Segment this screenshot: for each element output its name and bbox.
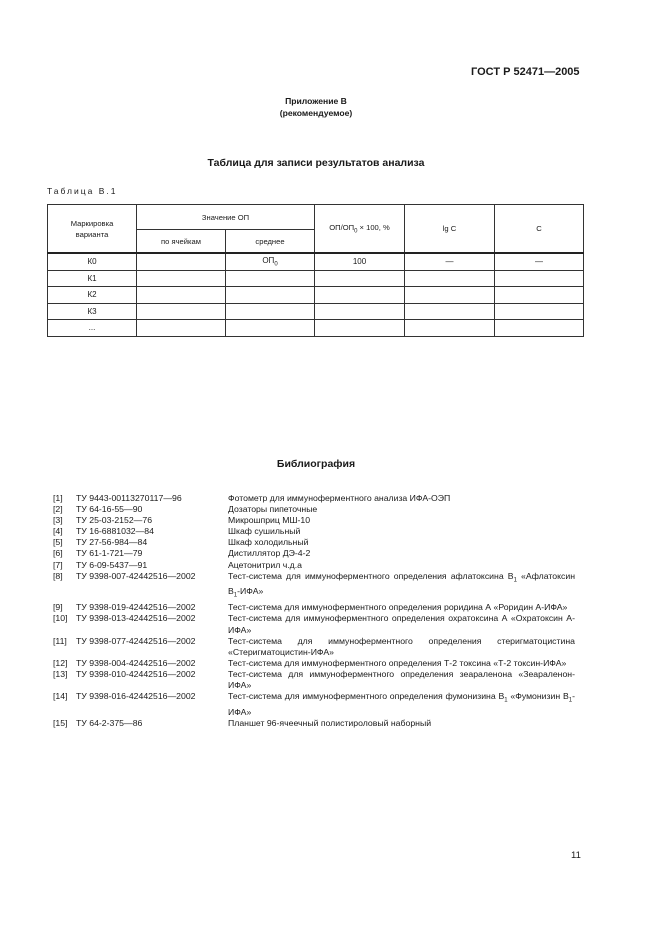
header-od-ratio-suffix: × 100, % bbox=[357, 222, 390, 232]
bibliography-code: ТУ 16-6881032—84 bbox=[76, 526, 154, 537]
cell-mark bbox=[48, 253, 137, 270]
cell-mark-text: К0 bbox=[87, 257, 97, 267]
bibliography-number: [1] bbox=[53, 493, 63, 503]
bibliography-description-part: -ИФА» bbox=[228, 691, 575, 717]
bibliography-item bbox=[53, 602, 593, 613]
cell-c bbox=[495, 253, 584, 270]
bibliography-code: ТУ 9398-077-42442516—2002 bbox=[76, 635, 196, 646]
bibliography-code: ТУ 9398-019-42442516—2002 bbox=[76, 602, 196, 613]
header-per-cells: по ячейкам bbox=[137, 230, 226, 254]
bibliography-description-part: Шкаф холодильный bbox=[228, 537, 309, 548]
cell-mean bbox=[226, 270, 315, 287]
cell-mean bbox=[226, 320, 315, 337]
cell-per-cells bbox=[137, 320, 226, 337]
bibliography-description-part: 1 bbox=[504, 697, 508, 704]
bibliography-number: [9] bbox=[53, 602, 63, 613]
table-row bbox=[48, 270, 584, 287]
bibliography-description-part: Тест-система для иммуноферментного определения охратоксина А «Охратоксин А-ИФА» bbox=[228, 613, 575, 635]
cell-lgc bbox=[405, 270, 495, 287]
bibliography-item bbox=[53, 493, 593, 504]
cell-mean bbox=[226, 303, 315, 320]
bibliography-description bbox=[228, 515, 575, 526]
cell-per-cells bbox=[137, 303, 226, 320]
bibliography-title: Библиография bbox=[276, 458, 356, 470]
cell-c bbox=[495, 303, 584, 320]
header-mean: среднее bbox=[226, 230, 315, 254]
bibliography-description-part: Планшет 96-ячеечный полистироловый наборный bbox=[228, 717, 432, 728]
bibliography-number: [13] bbox=[53, 668, 68, 679]
bibliography-description bbox=[228, 560, 575, 571]
bibliography-item bbox=[53, 548, 593, 559]
bibliography-description-part: Тест-система для иммуноферментного определения афлатоксина В bbox=[228, 570, 514, 581]
cell-ratio bbox=[315, 320, 405, 337]
bibliography-number: [6] bbox=[53, 548, 63, 559]
cell-mean-sub: 0 bbox=[274, 261, 278, 268]
bibliography-item bbox=[53, 691, 593, 718]
cell-per-cells bbox=[137, 270, 226, 287]
cell-mean-text: ОП bbox=[262, 255, 275, 265]
header-marking bbox=[48, 205, 137, 254]
page-number: 11 bbox=[571, 850, 581, 861]
table-title: Таблица для записи результатов анализа bbox=[207, 157, 425, 169]
bibliography-description-part: Шкаф сушильный bbox=[228, 526, 301, 537]
bibliography-item bbox=[53, 669, 593, 691]
appendix-subtitle: (рекомендуемое) bbox=[279, 108, 353, 118]
header-lgc: lg C bbox=[405, 205, 495, 254]
bibliography-number: [8] bbox=[53, 570, 63, 581]
bibliography-number: [10] bbox=[53, 613, 68, 624]
cell-mark bbox=[48, 320, 137, 337]
cell-per-cells bbox=[137, 287, 226, 304]
bibliography-code: ТУ 9398-007-42442516—2002 bbox=[76, 570, 196, 581]
bibliography-description bbox=[228, 658, 575, 669]
bibliography-description bbox=[228, 571, 575, 603]
bibliography-code: ТУ 64-2-375—86 bbox=[76, 717, 143, 728]
bibliography-description bbox=[228, 504, 575, 515]
bibliography-code: ТУ 9398-004-42442516—2002 bbox=[76, 657, 196, 668]
cell-per-cells bbox=[137, 253, 226, 270]
bibliography-number: [3] bbox=[53, 515, 63, 526]
bibliography-item bbox=[53, 560, 593, 571]
bibliography-item bbox=[53, 504, 593, 515]
cell-mean bbox=[226, 287, 315, 304]
bibliography-description-part: Дистиллятор ДЭ-4-2 bbox=[228, 548, 311, 559]
cell-c bbox=[495, 270, 584, 287]
bibliography-description-part: «Фумонизин В bbox=[507, 691, 569, 702]
cell-lgc bbox=[405, 287, 495, 304]
cell-ratio bbox=[315, 287, 405, 304]
bibliography-item bbox=[53, 658, 593, 669]
header-od-ratio bbox=[315, 205, 405, 254]
document-standard-id: ГОСТ Р 52471—2005 bbox=[471, 66, 580, 78]
results-table bbox=[47, 204, 584, 337]
header-od-value: Значение ОП bbox=[137, 205, 315, 230]
bibliography-code: ТУ 9398-010-42442516—2002 bbox=[76, 668, 196, 679]
bibliography-code: ТУ 25-03-2152—76 bbox=[76, 515, 153, 526]
cell-mark-text: К2 bbox=[87, 290, 97, 300]
cell-mark-text: К1 bbox=[87, 273, 97, 283]
bibliography-number: [11] bbox=[53, 635, 67, 646]
bibliography-number: [4] bbox=[53, 526, 63, 537]
header-od-ratio-text: ОП/ОП bbox=[329, 222, 355, 232]
bibliography-description bbox=[228, 526, 575, 537]
bibliography-description-part: Тест-система для иммуноферментного определения стеригматоцистина «Стеригматоцистин-ИФА» bbox=[228, 635, 575, 657]
table-label: Таблица В.1 bbox=[47, 186, 118, 196]
cell-lgc bbox=[405, 303, 495, 320]
bibliography-code: ТУ 64-16-55—90 bbox=[76, 504, 143, 515]
bibliography-description-part: Дозаторы пипеточные bbox=[228, 504, 318, 515]
cell-mark bbox=[48, 303, 137, 320]
bibliography-description bbox=[228, 537, 575, 548]
appendix-title: Приложение В bbox=[285, 96, 347, 106]
bibliography-code: ТУ 6-09-5437—91 bbox=[76, 559, 148, 570]
bibliography-description-part: -ИФА» bbox=[237, 586, 264, 597]
bibliography-description-part: Тест-система для иммуноферментного определения зеараленона «Зеараленон-ИФА» bbox=[228, 668, 575, 690]
bibliography-item bbox=[53, 515, 593, 526]
cell-mean bbox=[226, 253, 315, 270]
cell-ratio bbox=[315, 303, 405, 320]
bibliography-code: ТУ 61-1-721—79 bbox=[76, 548, 143, 559]
table-row bbox=[48, 320, 584, 337]
table-row bbox=[48, 287, 584, 304]
bibliography-description bbox=[228, 493, 575, 504]
bibliography-description-part: Тест-система для иммуноферментного определения Т-2 токсина «Т-2 токсин-ИФА» bbox=[228, 657, 567, 668]
bibliography-number: [2] bbox=[53, 504, 63, 515]
header-od-ratio-sub: 0 bbox=[354, 228, 358, 235]
bibliography-code: ТУ 9398-013-42442516—2002 bbox=[76, 613, 196, 624]
bibliography-description bbox=[228, 718, 575, 729]
cell-ratio bbox=[315, 253, 405, 270]
bibliography-description-part: Микрошприц МШ-10 bbox=[228, 515, 311, 526]
cell-ratio bbox=[315, 270, 405, 287]
cell-mark-text: ... bbox=[88, 323, 96, 333]
header-c: C bbox=[495, 205, 584, 254]
bibliography-number: [15] bbox=[53, 717, 68, 728]
bibliography-code: ТУ 9443-00113270117—96 bbox=[76, 493, 182, 503]
bibliography-description-part: 1 bbox=[233, 593, 238, 600]
bibliography-description bbox=[228, 613, 575, 635]
bibliography-code: ТУ 9398-016-42442516—2002 bbox=[76, 691, 196, 702]
bibliography-number: [7] bbox=[53, 559, 63, 570]
cell-mark-text: К3 bbox=[87, 306, 97, 316]
bibliography-description bbox=[228, 602, 575, 613]
cell-lgc bbox=[405, 253, 495, 270]
bibliography-description-part: «Афлатоксин В bbox=[228, 570, 575, 597]
header-marking-label: Маркировка варианта bbox=[70, 218, 114, 239]
bibliography-number: [5] bbox=[53, 537, 63, 548]
bibliography-code: ТУ 27-56-984—84 bbox=[76, 537, 148, 548]
bibliography-description bbox=[228, 636, 575, 658]
cell-lgc-text: — bbox=[445, 257, 454, 267]
bibliography-description bbox=[228, 669, 575, 691]
bibliography-item bbox=[53, 718, 593, 729]
bibliography-description bbox=[228, 548, 575, 559]
bibliography-item bbox=[53, 613, 593, 635]
cell-c bbox=[495, 287, 584, 304]
cell-lgc bbox=[405, 320, 495, 337]
bibliography-description-part: Фотометр для иммуноферментного анализа ИФА-ОЭП bbox=[228, 493, 451, 503]
bibliography-list bbox=[53, 493, 593, 729]
bibliography-item bbox=[53, 526, 593, 537]
bibliography-description-part: Тест-система для иммуноферментного определения роридина А «Роридин А-ИФА» bbox=[228, 602, 568, 613]
bibliography-description-part: 1 bbox=[513, 577, 517, 584]
bibliography-item bbox=[53, 636, 593, 658]
bibliography-description-part: Ацетонитрил ч.д.а bbox=[228, 559, 302, 570]
bibliography-description-part: 1 bbox=[568, 697, 573, 704]
cell-mark bbox=[48, 287, 137, 304]
bibliography-description-part: Тест-система для иммуноферментного определения фумонизина В bbox=[228, 691, 505, 702]
bibliography-item bbox=[53, 537, 593, 548]
cell-c bbox=[495, 320, 584, 337]
table-row bbox=[48, 303, 584, 320]
bibliography-item bbox=[53, 571, 593, 603]
cell-c-text: — bbox=[535, 257, 543, 267]
bibliography-number: [14] bbox=[53, 691, 68, 702]
cell-ratio-text: 100 bbox=[352, 257, 367, 267]
bibliography-description bbox=[228, 691, 575, 718]
cell-mark bbox=[48, 270, 137, 287]
table-row bbox=[48, 253, 584, 270]
bibliography-number: [12] bbox=[53, 657, 68, 668]
